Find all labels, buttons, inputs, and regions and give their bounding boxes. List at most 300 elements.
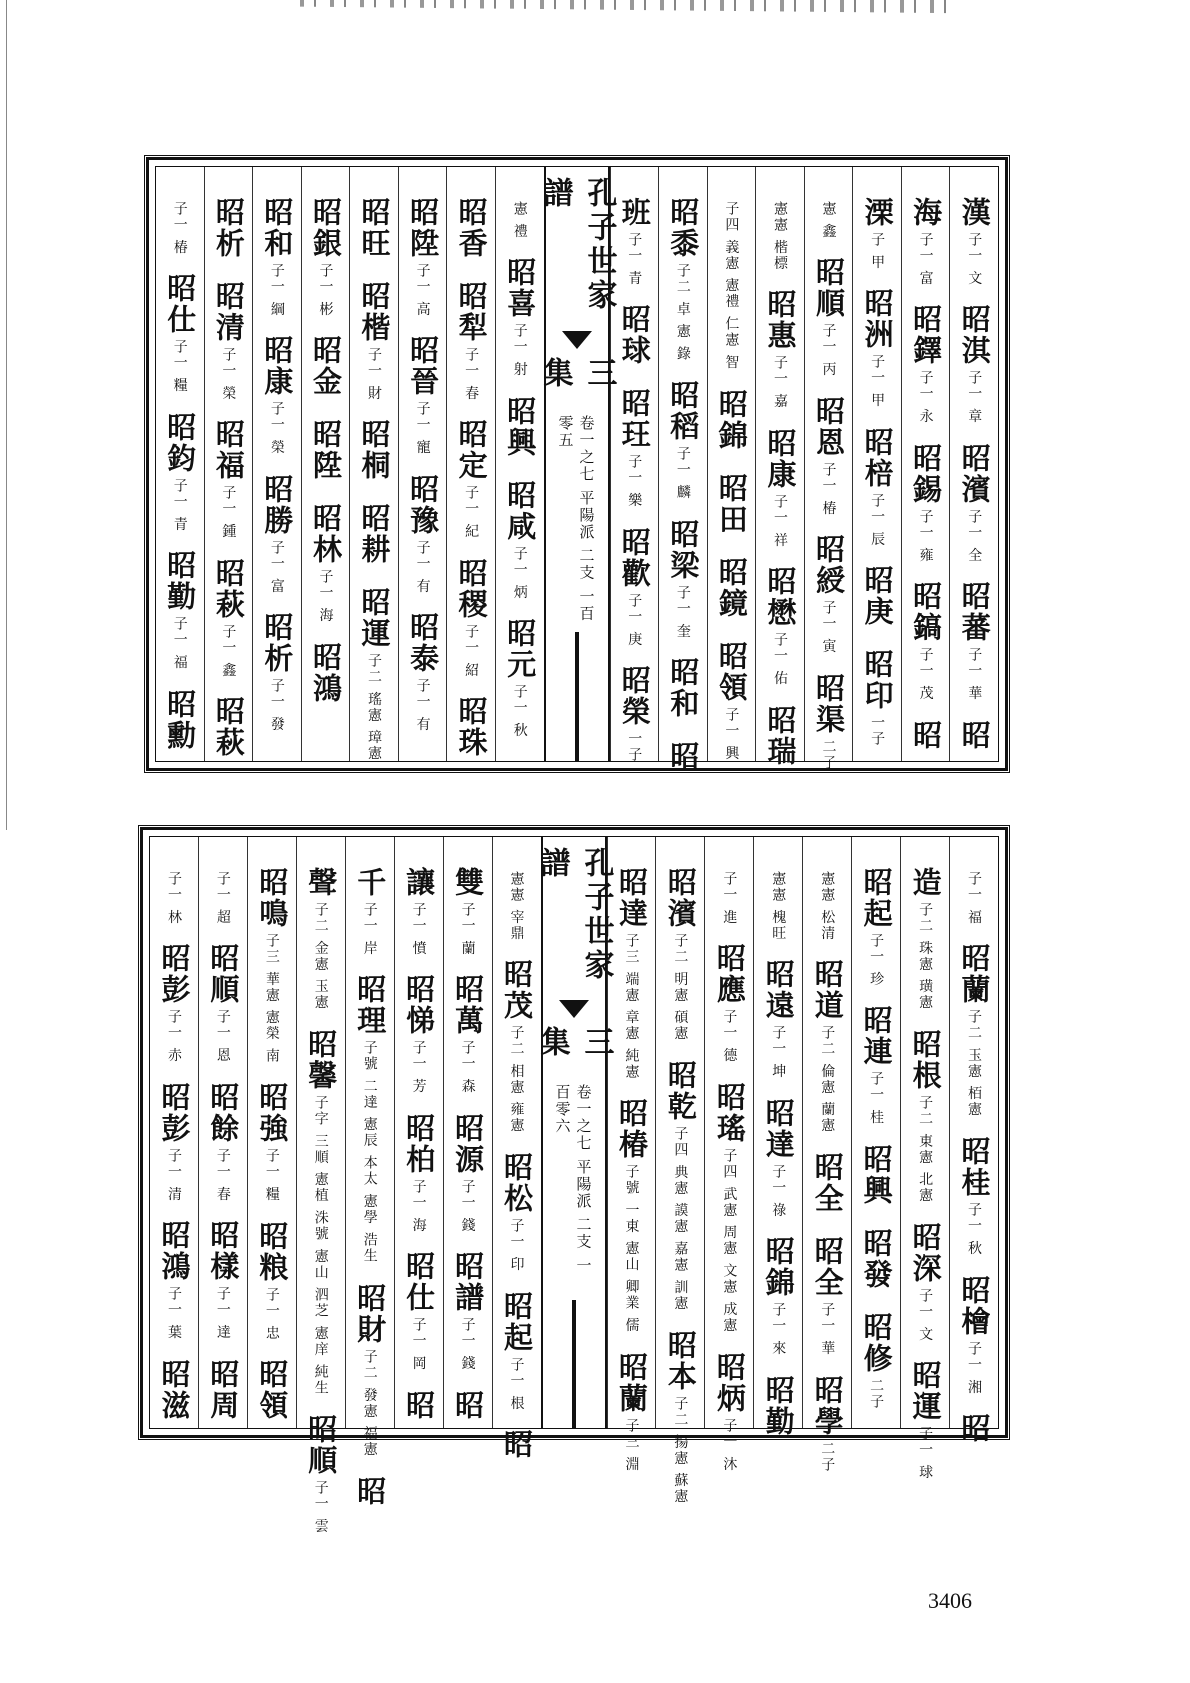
descendant-note: 子一 紹 bbox=[463, 623, 480, 679]
entry-column bbox=[949, 837, 998, 1445]
descendant-note: 子一 來 bbox=[770, 1302, 787, 1357]
person-name: 昭榮 bbox=[617, 665, 652, 728]
genealogy-entry bbox=[812, 534, 847, 655]
entry-column bbox=[301, 167, 350, 761]
genealogy-entry bbox=[513, 197, 527, 239]
genealogy-entry bbox=[255, 1359, 290, 1425]
person-name: 昭全 bbox=[810, 1152, 845, 1215]
genealogy-entry bbox=[666, 741, 701, 776]
descendant-note: 憲 禮 bbox=[511, 201, 528, 240]
person-name: 昭 bbox=[957, 719, 992, 751]
person-name: 昭仕 bbox=[402, 1251, 437, 1314]
genealogy-entry bbox=[617, 526, 652, 648]
person-name: 昭勳 bbox=[163, 688, 198, 751]
person-name: 昭金 bbox=[308, 335, 343, 398]
person-name: 昭豫 bbox=[406, 473, 441, 536]
person-name: 昭興 bbox=[859, 1143, 894, 1206]
person-name: 昭錫 bbox=[909, 442, 944, 505]
entry-column bbox=[156, 167, 204, 761]
person-name: 昭田 bbox=[714, 472, 749, 535]
entry-column bbox=[495, 167, 544, 761]
genealogy-entry bbox=[909, 442, 944, 564]
descendant-note: 子一 樂 bbox=[626, 454, 643, 509]
genealogy-entry bbox=[308, 503, 343, 624]
genealogy-entry bbox=[167, 867, 181, 925]
descendant-note: 子一 華 bbox=[819, 1302, 836, 1357]
genealogy-entry bbox=[812, 257, 847, 378]
genealogy-entry bbox=[157, 1358, 192, 1425]
genealogy-entry bbox=[402, 1251, 437, 1372]
descendant-note: 子一 森 bbox=[459, 1040, 476, 1095]
genealogy-entry bbox=[957, 442, 992, 564]
person-name: 昭學 bbox=[810, 1374, 845, 1437]
genealogy-entry bbox=[957, 1136, 992, 1257]
person-name: 昭鴻 bbox=[308, 641, 343, 704]
descendant-note: 子一 印 bbox=[508, 1218, 525, 1273]
person-name: 昭桂 bbox=[957, 1136, 992, 1199]
genealogy-entry bbox=[763, 289, 798, 410]
genealogy-entry bbox=[617, 304, 652, 370]
person-name: 昭領 bbox=[714, 640, 749, 703]
descendant-note: 子四 義憲 憲禮 仁憲 智 bbox=[723, 201, 740, 371]
descendant-note: 子一 秋 bbox=[966, 1202, 983, 1257]
genealogy-entry bbox=[859, 867, 894, 988]
genealogy-entry bbox=[206, 1081, 241, 1203]
descendant-note: 子一 麟 bbox=[674, 446, 691, 501]
genealogy-entry bbox=[402, 1389, 437, 1425]
entry-column bbox=[252, 167, 301, 761]
genealogy-entry bbox=[810, 1236, 845, 1357]
genealogy-entry bbox=[957, 1413, 992, 1448]
genealogy-entry bbox=[812, 395, 847, 517]
person-name: 昭鏡 bbox=[714, 556, 749, 619]
genealogy-entry bbox=[712, 943, 747, 1064]
person-name: 昭強 bbox=[255, 1082, 290, 1145]
descendant-note: 子一 紀 bbox=[463, 485, 480, 540]
genealogy-entry bbox=[357, 503, 392, 569]
person-name: 昭和 bbox=[260, 197, 295, 259]
genealogy-entry bbox=[353, 1282, 388, 1458]
person-name: 昭順 bbox=[304, 1414, 339, 1477]
descendant-note: 子四 典憲 謨憲 嘉憲 訓憲 bbox=[672, 1125, 689, 1312]
page-frame bbox=[155, 166, 999, 773]
page-number: 3406 bbox=[928, 1588, 972, 1613]
person-name: 昭順 bbox=[812, 257, 847, 320]
person-name: 昭玨 bbox=[617, 388, 652, 451]
descendant-note: 子一 青 bbox=[171, 477, 188, 533]
fishtail-mark bbox=[562, 331, 592, 349]
genealogy-entry bbox=[820, 867, 834, 941]
descendant-note: 子一 糧 bbox=[263, 1148, 280, 1203]
descendant-note: 子三 端憲 章憲 純憲 bbox=[623, 933, 640, 1081]
volume-info: 卷一之七 平陽派 二支 一百零六 bbox=[553, 1083, 593, 1274]
collection-label: 三集 bbox=[537, 357, 617, 388]
column-strip bbox=[150, 837, 998, 1535]
descendant-note: 子二 發憲 福憲 bbox=[361, 1348, 378, 1458]
descendant-note: 子一 茂 bbox=[917, 647, 934, 702]
fold-rule bbox=[572, 1300, 576, 1428]
descendant-note: 子一 秋 bbox=[511, 684, 528, 739]
person-name: 雙 bbox=[451, 867, 486, 898]
genealogy-entry bbox=[163, 550, 198, 671]
person-name: 昭炳 bbox=[712, 1351, 747, 1414]
person-name: 溧 bbox=[860, 197, 895, 228]
person-name: 昭萩 bbox=[211, 557, 246, 620]
genealogy-entry bbox=[810, 1374, 845, 1473]
person-name: 昭耕 bbox=[357, 503, 392, 566]
genealogy-entry bbox=[909, 304, 944, 425]
person-name: 昭 bbox=[666, 741, 701, 773]
person-name: 昭黍 bbox=[666, 197, 701, 259]
genealogy-entry bbox=[908, 1028, 943, 1204]
person-name: 昭順 bbox=[206, 943, 241, 1006]
person-name: 昭周 bbox=[206, 1358, 241, 1421]
person-name: 昭瑞 bbox=[763, 704, 798, 767]
person-name: 昭修 bbox=[859, 1311, 894, 1374]
genealogy-entry bbox=[957, 581, 992, 702]
descendant-note: 子一 文 bbox=[917, 1287, 934, 1343]
person-name: 昭清 bbox=[211, 281, 246, 343]
genealogy-entry bbox=[357, 197, 392, 263]
descendant-note: 子一 全 bbox=[966, 508, 983, 564]
genealogy-entry bbox=[406, 473, 441, 595]
genealogy-entry bbox=[402, 867, 437, 957]
person-name: 昭深 bbox=[908, 1221, 943, 1284]
genealogy-entry bbox=[763, 704, 798, 771]
descendant-note: 子一 進 bbox=[721, 871, 738, 926]
person-name: 昭起 bbox=[500, 1290, 535, 1353]
entry-column bbox=[753, 837, 802, 1437]
person-name: 昭楷 bbox=[357, 281, 392, 343]
entry-column bbox=[658, 167, 707, 773]
person-name: 昭懋 bbox=[763, 566, 798, 629]
entry-column bbox=[345, 837, 394, 1507]
genealogy-entry bbox=[308, 641, 343, 708]
person-name: 昭萩 bbox=[211, 696, 246, 759]
genealogy-entry bbox=[712, 1351, 747, 1473]
descendant-note: 子一 庚 bbox=[626, 592, 643, 648]
person-name: 昭達 bbox=[761, 1097, 796, 1160]
person-name: 昭財 bbox=[353, 1282, 388, 1345]
person-name: 昭運 bbox=[357, 587, 392, 650]
genealogy-entry bbox=[614, 1352, 649, 1473]
entry-column bbox=[349, 167, 398, 761]
entry-column bbox=[704, 837, 753, 1473]
descendant-note: 子一 恩 bbox=[214, 1009, 231, 1064]
genealogy-entry bbox=[909, 719, 944, 755]
descendant-note: 憲憲 松清 bbox=[819, 871, 836, 942]
genealogy-entry bbox=[617, 665, 652, 764]
descendant-note: 子一 有 bbox=[414, 539, 431, 595]
center-fold-column bbox=[537, 167, 617, 761]
genealogy-entry bbox=[454, 281, 489, 402]
person-name: 昭康 bbox=[260, 335, 295, 398]
genealogy-entry bbox=[510, 867, 524, 941]
person-name: 昭瑤 bbox=[712, 1081, 747, 1144]
genealogy-entry bbox=[211, 281, 246, 402]
person-name: 昭析 bbox=[260, 612, 295, 675]
person-name: 昭起 bbox=[859, 867, 894, 929]
person-name: 昭譜 bbox=[451, 1251, 486, 1314]
descendant-note: 子一 海 bbox=[317, 569, 334, 624]
genealogy-entry bbox=[503, 257, 538, 378]
genealogy-entry bbox=[211, 696, 246, 762]
descendant-note: 子一 湘 bbox=[966, 1340, 983, 1396]
person-name: 昭 bbox=[451, 1389, 486, 1421]
descendant-note: 子一 椿 bbox=[171, 201, 188, 256]
genealogy-entry bbox=[216, 867, 230, 925]
descendant-note: 子二 揚憲 蘇憲 bbox=[672, 1395, 689, 1505]
genealogy-entry bbox=[957, 1274, 992, 1396]
person-name: 昭元 bbox=[503, 618, 538, 681]
genealogy-entry bbox=[211, 197, 246, 263]
genealogy-entry bbox=[714, 472, 749, 539]
genealogy-entry bbox=[908, 1221, 943, 1343]
person-name: 昭勝 bbox=[260, 473, 295, 536]
genealogy-entry bbox=[763, 566, 798, 687]
person-name: 昭稻 bbox=[666, 380, 701, 443]
genealogy-entry bbox=[157, 943, 192, 1064]
genealogy-entry bbox=[206, 943, 241, 1064]
genealogy-entry bbox=[957, 197, 992, 287]
genealogy-entry bbox=[967, 867, 981, 925]
person-name: 昭萬 bbox=[451, 974, 486, 1037]
person-name: 昭桐 bbox=[357, 419, 392, 482]
descendant-note: 子一 錢 bbox=[459, 1178, 476, 1234]
person-name: 昭蕃 bbox=[957, 581, 992, 644]
descendant-note: 子一 寵 bbox=[414, 401, 431, 456]
genealogy-entry bbox=[255, 1082, 290, 1203]
person-name: 昭球 bbox=[617, 304, 652, 367]
genealogy-entry bbox=[617, 388, 652, 509]
descendant-note: 子 甲 bbox=[869, 232, 886, 271]
descendant-note: 子一 嘉 bbox=[771, 355, 788, 410]
genealogy-entry bbox=[714, 556, 749, 623]
person-name: 聲 bbox=[304, 867, 339, 898]
scan-edge-line bbox=[6, 0, 7, 830]
person-name: 昭發 bbox=[859, 1227, 894, 1290]
genealogy-entry bbox=[722, 867, 736, 925]
person-name: 昭興 bbox=[503, 395, 538, 458]
genealogy-entry bbox=[357, 281, 392, 402]
genealogy-entry bbox=[260, 612, 295, 733]
descendant-note: 子一 華 bbox=[966, 647, 983, 702]
genealogy-entry bbox=[663, 867, 698, 1042]
descendant-note: 子一 發 bbox=[268, 678, 285, 733]
genealogy-entry bbox=[666, 518, 701, 640]
person-name: 昭勤 bbox=[761, 1374, 796, 1437]
person-name: 昭鳴 bbox=[255, 867, 290, 929]
genealogy-entry bbox=[211, 419, 246, 540]
person-name: 昭道 bbox=[810, 959, 845, 1022]
genealogy-entry bbox=[666, 197, 701, 363]
person-name: 昭陞 bbox=[406, 197, 441, 259]
genealogy-entry bbox=[353, 1475, 388, 1511]
descendant-note: 子二 卓 憲 錄 bbox=[674, 263, 691, 363]
person-name: 昭達 bbox=[614, 867, 649, 929]
person-name: 昭 bbox=[500, 1429, 535, 1461]
genealogy-entry bbox=[402, 1112, 437, 1234]
descendant-note: 子一 赤 bbox=[165, 1009, 182, 1064]
person-name: 昭馨 bbox=[304, 1028, 339, 1091]
genealogy-entry bbox=[353, 867, 388, 957]
person-name: 昭珠 bbox=[454, 696, 489, 759]
entry-column bbox=[852, 167, 901, 761]
person-name: 昭連 bbox=[859, 1005, 894, 1068]
entry-column bbox=[802, 837, 851, 1473]
entry-column bbox=[204, 167, 253, 761]
person-name: 千 bbox=[353, 867, 388, 898]
descendant-note: 子一 達 bbox=[214, 1286, 231, 1341]
genealogy-entry bbox=[503, 479, 538, 601]
descendant-note: 子一 芳 bbox=[410, 1040, 427, 1095]
person-name: 昭錦 bbox=[714, 388, 749, 451]
genealogy-entry bbox=[500, 1429, 535, 1464]
genealogy-entry bbox=[163, 273, 198, 394]
genealogy-entry bbox=[308, 419, 343, 485]
descendant-note: 子一 根 bbox=[508, 1356, 525, 1412]
book-title: 孔子世家譜 bbox=[534, 847, 614, 983]
genealogy-page-top bbox=[146, 157, 1008, 771]
genealogy-entry bbox=[908, 1360, 943, 1481]
descendant-note: 子二 明憲 碩憲 bbox=[672, 933, 689, 1042]
person-name: 漢 bbox=[957, 197, 992, 228]
person-name: 昭根 bbox=[908, 1028, 943, 1091]
descendant-note: 子二 瑤憲 璋憲 bbox=[366, 653, 383, 763]
descendant-note: 子一 岸 bbox=[361, 902, 378, 957]
person-name: 昭定 bbox=[454, 419, 489, 482]
descendant-note: 子一 錢 bbox=[459, 1317, 476, 1372]
descendant-note: 子一 蘭 bbox=[459, 902, 476, 957]
person-name: 昭錦 bbox=[761, 1236, 796, 1299]
volume-info: 卷一之七 平陽派 二支 一百零五 bbox=[556, 414, 596, 622]
genealogy-entry bbox=[304, 867, 339, 1011]
descendant-note: 子一 炳 bbox=[511, 545, 528, 601]
genealogy-entry bbox=[206, 1220, 241, 1341]
person-name: 昭餘 bbox=[206, 1081, 241, 1144]
genealogy-entry bbox=[666, 380, 701, 501]
person-name: 昭鐸 bbox=[909, 304, 944, 367]
person-name: 昭歡 bbox=[617, 526, 652, 589]
descendant-note: 子一 雍 bbox=[917, 508, 934, 564]
genealogy-entry bbox=[206, 1358, 241, 1425]
entry-column bbox=[492, 837, 541, 1461]
entry-column bbox=[398, 167, 447, 761]
person-name: 昭淇 bbox=[957, 304, 992, 367]
descendant-note: 一子 bbox=[626, 731, 643, 764]
descendant-note: 子一 林 bbox=[165, 871, 182, 926]
person-name: 昭彭 bbox=[157, 1081, 192, 1144]
person-name: 昭濱 bbox=[663, 867, 698, 929]
entry-column bbox=[949, 167, 998, 761]
genealogy-entry bbox=[822, 197, 836, 239]
person-name: 昭鈞 bbox=[163, 411, 198, 474]
genealogy-entry bbox=[771, 867, 785, 941]
person-name: 昭鴻 bbox=[157, 1220, 192, 1283]
genealogy-entry bbox=[714, 640, 749, 762]
descendant-note: 子一 鑫 bbox=[220, 623, 237, 679]
genealogy-entry bbox=[859, 1227, 894, 1294]
entry-column bbox=[755, 167, 804, 767]
entry-column bbox=[655, 837, 704, 1505]
descendant-note: 子一 佑 bbox=[771, 632, 788, 687]
entry-column bbox=[443, 837, 492, 1428]
descendant-note: 子一 春 bbox=[463, 347, 480, 402]
descendant-note: 二子 bbox=[819, 1440, 836, 1473]
person-name: 昭彭 bbox=[157, 943, 192, 1006]
genealogy-entry bbox=[663, 1329, 698, 1505]
genealogy-entry bbox=[663, 1059, 698, 1312]
person-name: 昭 bbox=[957, 1413, 992, 1445]
genealogy-entry bbox=[761, 1236, 796, 1357]
genealogy-entry bbox=[308, 335, 343, 401]
book-title: 孔子世家譜 bbox=[537, 177, 617, 313]
descendant-note: 子二 珠憲 璜憲 bbox=[917, 902, 934, 1011]
descendant-note: 子一 奎 bbox=[674, 584, 691, 640]
descendant-note: 子一 德 bbox=[721, 1009, 738, 1064]
genealogy-entry bbox=[260, 335, 295, 456]
genealogy-entry bbox=[503, 395, 538, 462]
genealogy-entry bbox=[859, 1311, 894, 1410]
descendant-note: 子三 淵 bbox=[623, 1418, 640, 1473]
person-name: 昭 bbox=[909, 719, 944, 751]
descendant-note: 子一 興 bbox=[723, 706, 740, 762]
descendant-note: 憲憲 楷標 bbox=[771, 201, 788, 272]
genealogy-entry bbox=[500, 959, 535, 1135]
genealogy-entry bbox=[451, 1251, 486, 1372]
genealogy-entry bbox=[406, 197, 441, 318]
descendant-note: 子一 富 bbox=[917, 232, 934, 287]
genealogy-entry bbox=[860, 565, 895, 631]
descendant-note: 子一 祥 bbox=[771, 493, 788, 549]
person-name: 昭棓 bbox=[860, 426, 895, 489]
genealogy-entry bbox=[260, 197, 295, 318]
descendant-note: 子一 坤 bbox=[770, 1025, 787, 1080]
descendant-note: 子一 沐 bbox=[721, 1417, 738, 1473]
entry-column bbox=[804, 167, 853, 771]
descendant-note: 子一 福 bbox=[171, 616, 188, 671]
descendant-note: 憲憲 宰鼎 bbox=[508, 871, 525, 942]
genealogy-entry bbox=[860, 649, 895, 748]
person-name: 昭悌 bbox=[402, 974, 437, 1037]
descendant-note: 子一 海 bbox=[410, 1178, 427, 1234]
person-name: 昭康 bbox=[763, 427, 798, 490]
descendant-note: 子一 福 bbox=[966, 871, 983, 926]
descendant-note: 子二 相憲 雍憲 bbox=[508, 1025, 525, 1135]
person-name: 昭椿 bbox=[614, 1098, 649, 1161]
genealogy-entry bbox=[909, 197, 944, 287]
collection-label: 三集 bbox=[534, 1026, 614, 1057]
person-name: 昭銀 bbox=[308, 197, 343, 259]
genealogy-page-bottom bbox=[140, 827, 1008, 1535]
person-name: 昭庚 bbox=[860, 565, 895, 628]
genealogy-entry bbox=[714, 388, 749, 455]
entry-column bbox=[707, 167, 756, 761]
person-name: 昭全 bbox=[810, 1236, 845, 1299]
descendant-note: 子一 清 bbox=[165, 1147, 182, 1203]
genealogy-entry bbox=[451, 867, 486, 957]
person-name: 昭洲 bbox=[860, 288, 895, 351]
genealogy-entry bbox=[157, 1081, 192, 1203]
person-name: 昭應 bbox=[712, 943, 747, 1006]
genealogy-entry bbox=[255, 1220, 290, 1342]
descendant-note: 子一 忠 bbox=[263, 1286, 280, 1342]
genealogy-entry bbox=[859, 1005, 894, 1126]
descendant-note: 子一 葉 bbox=[165, 1286, 182, 1341]
genealogy-entry bbox=[957, 304, 992, 425]
genealogy-entry bbox=[909, 581, 944, 702]
descendant-note: 子四 武憲 周憲 文憲 成憲 bbox=[721, 1147, 738, 1334]
